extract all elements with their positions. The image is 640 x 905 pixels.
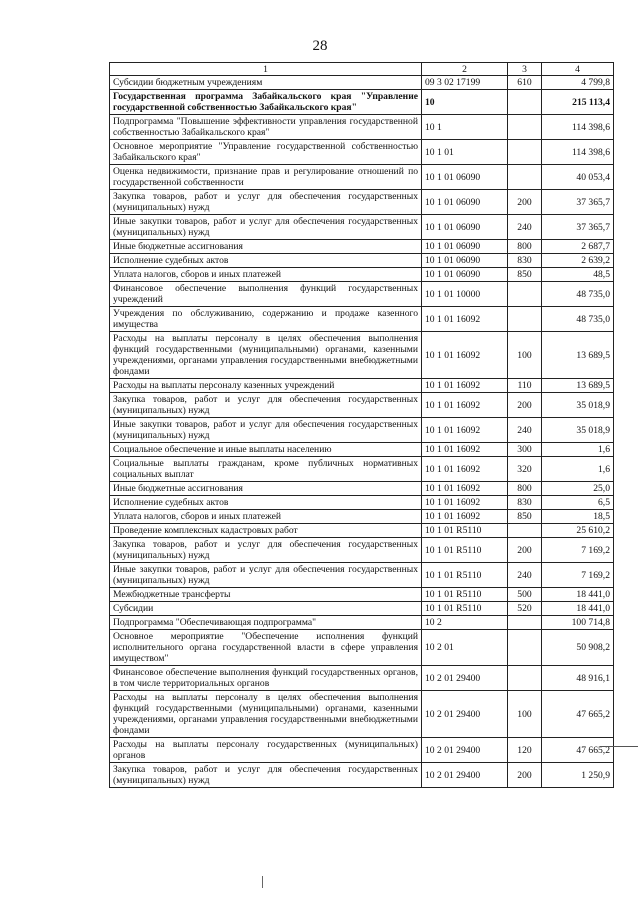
cell-name: Финансовое обеспечение выполнения функций государственных учреждений (110, 282, 422, 307)
cell-code: 10 1 01 06090 (422, 268, 508, 282)
cell-expense-type: 200 (508, 393, 542, 418)
table-row (110, 165, 614, 190)
cell-amount: 13 689,5 (542, 332, 614, 379)
cell-code: 10 1 01 10000 (422, 282, 508, 307)
cell-expense-type: 520 (508, 602, 542, 616)
cell-expense-type: 120 (508, 738, 542, 763)
cell-amount: 114 398,6 (542, 115, 614, 140)
table-row (110, 602, 614, 616)
cell-expense-type: 830 (508, 496, 542, 510)
cell-name: Расходы на выплаты персоналу государственных (муниципальных) органов (110, 738, 422, 763)
cell-expense-type (508, 630, 542, 666)
cell-expense-type (508, 115, 542, 140)
cell-expense-type: 240 (508, 418, 542, 443)
cell-code: 10 1 01 R5110 (422, 524, 508, 538)
cell-amount: 48 735,0 (542, 307, 614, 332)
table-row (110, 524, 614, 538)
cell-expense-type (508, 524, 542, 538)
cell-code: 10 1 (422, 115, 508, 140)
cell-amount: 48 735,0 (542, 282, 614, 307)
cell-name: Субсидии (110, 602, 422, 616)
table-row (110, 332, 614, 379)
cell-amount: 215 113,4 (542, 90, 614, 115)
cell-amount: 13 689,5 (542, 379, 614, 393)
cell-expense-type: 850 (508, 268, 542, 282)
cell-amount: 48,5 (542, 268, 614, 282)
cell-amount: 4 799,8 (542, 76, 614, 90)
cell-name: Межбюджетные трансферты (110, 588, 422, 602)
cell-code: 10 1 01 (422, 140, 508, 165)
cell-code: 10 2 01 29400 (422, 666, 508, 691)
cell-expense-type (508, 307, 542, 332)
cell-code: 10 (422, 90, 508, 115)
cell-code: 10 1 01 06090 (422, 215, 508, 240)
table-row (110, 76, 614, 90)
cell-code: 10 1 01 16092 (422, 393, 508, 418)
cell-name: Иные закупки товаров, работ и услуг для обеспечения государственных (муниципальных) нужд (110, 418, 422, 443)
header-col-name: 1 (110, 63, 422, 76)
cell-amount: 48 916,1 (542, 666, 614, 691)
cell-name: Закупка товаров, работ и услуг для обеспечения государственных (муниципальных) нужд (110, 393, 422, 418)
cell-code: 10 1 01 R5110 (422, 563, 508, 588)
cell-name: Подпрограмма "Обеспечивающая подпрограмма" (110, 616, 422, 630)
cell-expense-type: 110 (508, 379, 542, 393)
cell-amount: 35 018,9 (542, 393, 614, 418)
cell-name: Иные закупки товаров, работ и услуг для обеспечения государственных (муниципальных) нужд (110, 215, 422, 240)
cell-amount: 1 250,9 (542, 763, 614, 788)
cell-expense-type: 100 (508, 332, 542, 379)
cell-code: 10 2 01 29400 (422, 738, 508, 763)
cell-expense-type: 200 (508, 190, 542, 215)
scan-bottom-mark (262, 876, 263, 888)
table-header (110, 63, 614, 76)
cell-expense-type: 300 (508, 443, 542, 457)
cell-amount: 47 665,2 (542, 738, 614, 763)
cell-name: Закупка товаров, работ и услуг для обеспечения государственных (муниципальных) нужд (110, 190, 422, 215)
cell-amount: 2 639,2 (542, 254, 614, 268)
cell-amount: 37 365,7 (542, 190, 614, 215)
cell-amount: 114 398,6 (542, 140, 614, 165)
cell-expense-type: 830 (508, 254, 542, 268)
cell-name: Оценка недвижимости, признание прав и регулирование отношений по государственной собственности (110, 165, 422, 190)
cell-name: Социальные выплаты гражданам, кроме публичных нормативных социальных выплат (110, 457, 422, 482)
cell-name: Учреждения по обслуживанию, содержанию и продаже казенного имущества (110, 307, 422, 332)
cell-code: 10 2 (422, 616, 508, 630)
cell-expense-type: 500 (508, 588, 542, 602)
table-row (110, 90, 614, 115)
table-row (110, 240, 614, 254)
cell-code: 10 1 01 16092 (422, 457, 508, 482)
cell-code: 10 1 01 R5110 (422, 538, 508, 563)
cell-code: 10 1 01 R5110 (422, 588, 508, 602)
cell-code: 10 1 01 16092 (422, 418, 508, 443)
cell-amount: 37 365,7 (542, 215, 614, 240)
cell-code: 10 1 01 06090 (422, 240, 508, 254)
cell-expense-type: 240 (508, 563, 542, 588)
cell-expense-type: 100 (508, 691, 542, 738)
cell-name: Расходы на выплаты персоналу в целях обеспечения выполнения функций государственными (муниципальными) органами, казенными учреждениями, органами управления государственными внебюджетными фондами (110, 691, 422, 738)
cell-amount: 1,6 (542, 457, 614, 482)
header-row (110, 63, 614, 76)
scan-edge-mark (600, 746, 638, 747)
cell-code: 10 1 01 06090 (422, 254, 508, 268)
cell-code: 10 2 01 (422, 630, 508, 666)
cell-name: Иные бюджетные ассигнования (110, 482, 422, 496)
cell-code: 10 1 01 16092 (422, 332, 508, 379)
table-row (110, 630, 614, 666)
cell-code: 10 1 01 16092 (422, 307, 508, 332)
table-body (110, 76, 614, 788)
cell-code: 10 1 01 06090 (422, 190, 508, 215)
cell-expense-type (508, 90, 542, 115)
cell-expense-type: 240 (508, 215, 542, 240)
cell-expense-type: 200 (508, 763, 542, 788)
table-row (110, 616, 614, 630)
table-row (110, 496, 614, 510)
cell-name: Закупка товаров, работ и услуг для обеспечения государственных (муниципальных) нужд (110, 538, 422, 563)
cell-code: 10 1 01 16092 (422, 496, 508, 510)
header-col-sum: 4 (542, 63, 614, 76)
table-row (110, 379, 614, 393)
table-row (110, 443, 614, 457)
cell-code: 10 1 01 06090 (422, 165, 508, 190)
cell-amount: 7 169,2 (542, 538, 614, 563)
cell-code: 10 1 01 16092 (422, 510, 508, 524)
cell-amount: 7 169,2 (542, 563, 614, 588)
header-col-vr: 3 (508, 63, 542, 76)
cell-amount: 35 018,9 (542, 418, 614, 443)
cell-expense-type (508, 282, 542, 307)
cell-name: Уплата налогов, сборов и иных платежей (110, 268, 422, 282)
cell-name: Субсидии бюджетным учреждениям (110, 76, 422, 90)
cell-name: Закупка товаров, работ и услуг для обеспечения государственных (муниципальных) нужд (110, 763, 422, 788)
cell-amount: 18 441,0 (542, 602, 614, 616)
table-row (110, 691, 614, 738)
cell-amount: 1,6 (542, 443, 614, 457)
cell-expense-type: 850 (508, 510, 542, 524)
table-row (110, 510, 614, 524)
table-row (110, 666, 614, 691)
cell-expense-type (508, 666, 542, 691)
cell-code: 09 3 02 17199 (422, 76, 508, 90)
cell-name: Основное мероприятие "Управление государственной собственностью Забайкальского края" (110, 140, 422, 165)
cell-amount: 25,0 (542, 482, 614, 496)
cell-name: Социальное обеспечение и иные выплаты населению (110, 443, 422, 457)
cell-expense-type (508, 140, 542, 165)
cell-code: 10 2 01 29400 (422, 691, 508, 738)
cell-name: Исполнение судебных актов (110, 254, 422, 268)
cell-amount: 2 687,7 (542, 240, 614, 254)
table-row (110, 738, 614, 763)
cell-name: Иные закупки товаров, работ и услуг для обеспечения государственных (муниципальных) нужд (110, 563, 422, 588)
cell-amount: 18 441,0 (542, 588, 614, 602)
cell-expense-type (508, 165, 542, 190)
cell-amount: 6,5 (542, 496, 614, 510)
cell-name: Иные бюджетные ассигнования (110, 240, 422, 254)
cell-amount: 50 908,2 (542, 630, 614, 666)
table-row (110, 190, 614, 215)
cell-code: 10 2 01 29400 (422, 763, 508, 788)
cell-amount: 18,5 (542, 510, 614, 524)
budget-table (109, 62, 614, 788)
cell-amount: 25 610,2 (542, 524, 614, 538)
cell-name: Государственная программа Забайкальского края "Управление государственной собственностью Забайкальского края" (110, 90, 422, 115)
table-row (110, 307, 614, 332)
cell-amount: 100 714,8 (542, 616, 614, 630)
table-row (110, 457, 614, 482)
cell-name: Уплата налогов, сборов и иных платежей (110, 510, 422, 524)
cell-name: Расходы на выплаты персоналу в целях обеспечения выполнения функций государственными (муниципальными) органами, казенными учреждениями, органами управления государственными внебюджетными фондами (110, 332, 422, 379)
table-row (110, 588, 614, 602)
cell-expense-type: 320 (508, 457, 542, 482)
table-row (110, 282, 614, 307)
table-row (110, 418, 614, 443)
page-number: 28 (312, 38, 328, 54)
table-row (110, 763, 614, 788)
header-col-code: 2 (422, 63, 508, 76)
cell-name: Подпрограмма "Повышение эффективности управления государственной собственностью Забайкальского края" (110, 115, 422, 140)
cell-expense-type: 200 (508, 538, 542, 563)
table-row (110, 215, 614, 240)
cell-expense-type: 610 (508, 76, 542, 90)
cell-name: Расходы на выплаты персоналу казенных учреждений (110, 379, 422, 393)
cell-code: 10 1 01 R5110 (422, 602, 508, 616)
cell-code: 10 1 01 16092 (422, 443, 508, 457)
table-row (110, 268, 614, 282)
cell-expense-type: 800 (508, 482, 542, 496)
table-row (110, 393, 614, 418)
table-row (110, 482, 614, 496)
cell-expense-type (508, 616, 542, 630)
cell-amount: 47 665,2 (542, 691, 614, 738)
cell-amount: 40 053,4 (542, 165, 614, 190)
cell-name: Проведение комплексных кадастровых работ (110, 524, 422, 538)
table-row (110, 115, 614, 140)
table-row (110, 538, 614, 563)
cell-expense-type: 800 (508, 240, 542, 254)
table-row (110, 140, 614, 165)
table-row (110, 563, 614, 588)
cell-name: Исполнение судебных актов (110, 496, 422, 510)
cell-code: 10 1 01 16092 (422, 482, 508, 496)
cell-name: Основное мероприятие "Обеспечение исполнения функций исполнительного органа государственной власти в сфере управления имуществом" (110, 630, 422, 666)
table-row (110, 254, 614, 268)
cell-name: Финансовое обеспечение выполнения функций государственных органов, в том числе территориальных органов (110, 666, 422, 691)
cell-code: 10 1 01 16092 (422, 379, 508, 393)
